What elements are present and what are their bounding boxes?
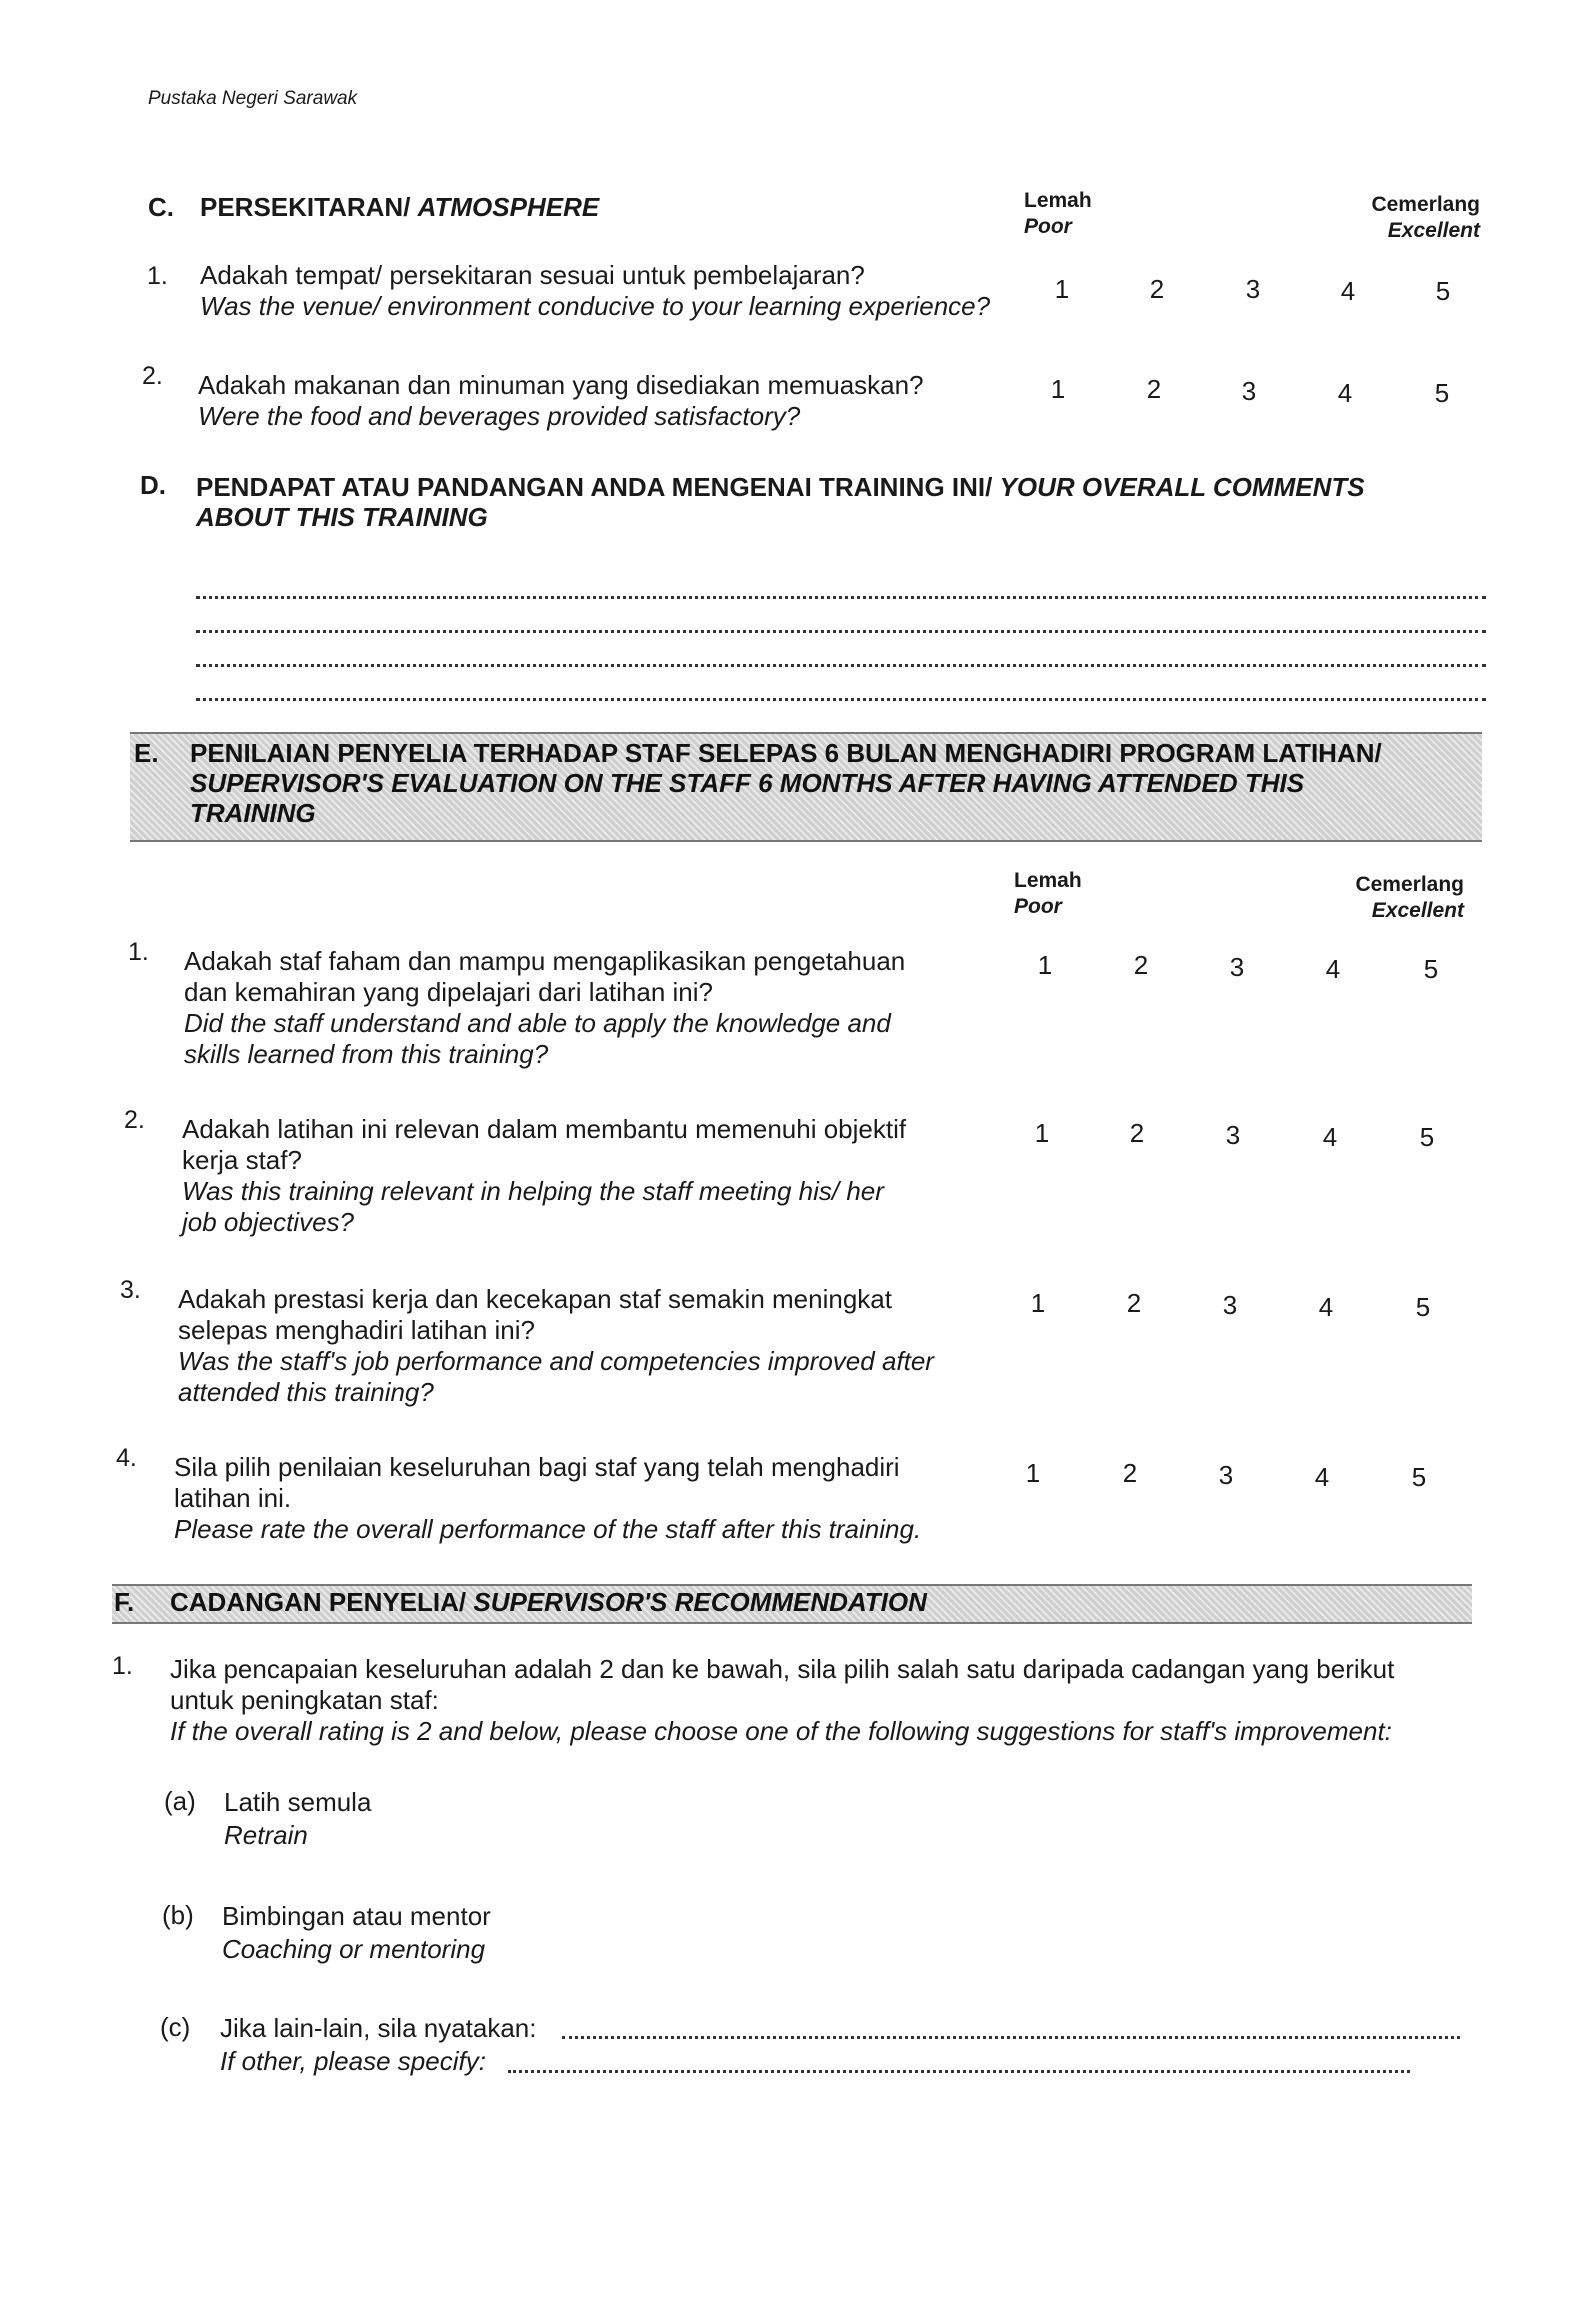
- rating-option-4[interactable]: 4: [1318, 1292, 1334, 1322]
- rating-option-3[interactable]: 3: [1241, 376, 1257, 406]
- rating-option-5[interactable]: 5: [1435, 276, 1451, 306]
- question-text-en: skills learned from this training?: [184, 1039, 549, 1069]
- section-c-letter: C.: [148, 192, 174, 222]
- rating-option-2[interactable]: 2: [1146, 374, 1162, 404]
- section-e-title-ms: PENILAIAN PENYELIA TERHADAP STAF SELEPAS 6 BULAN MENGHADIRI PROGRAM LATIHAN/: [190, 738, 1382, 768]
- question-text-ms: Adakah makanan dan minuman yang disediakan memuaskan?: [198, 370, 924, 400]
- other-specify-field-ms[interactable]: [562, 2036, 1460, 2039]
- rating-option-1[interactable]: 1: [1025, 1458, 1041, 1488]
- rating-option-2[interactable]: 2: [1126, 1288, 1142, 1318]
- scale-low-en: Poor: [1014, 895, 1062, 918]
- scale-high-label: [1284, 872, 1464, 924]
- rating-option-1[interactable]: 1: [1030, 1288, 1046, 1318]
- rating-option-1[interactable]: 1: [1037, 950, 1053, 980]
- rating-option-5[interactable]: 5: [1415, 1292, 1431, 1322]
- section-d-title-en-1: YOUR OVERALL COMMENTS: [999, 472, 1365, 502]
- question-text-en: Was this training relevant in helping the staff meeting his/ her: [182, 1176, 884, 1206]
- rating-option-1[interactable]: 1: [1054, 274, 1070, 304]
- question-number: 1.: [147, 262, 168, 290]
- question-number: 2.: [142, 362, 163, 390]
- comment-line[interactable]: [196, 664, 1486, 667]
- rating-option-2[interactable]: 2: [1149, 274, 1165, 304]
- option-text-en: If other, please specify:: [220, 2046, 486, 2076]
- question-c1: [200, 260, 990, 322]
- rating-option-3[interactable]: 3: [1229, 952, 1245, 982]
- rating-option-3[interactable]: 3: [1225, 1120, 1241, 1150]
- section-d-title-ms: PENDAPAT ATAU PANDANGAN ANDA MENGENAI TRAINING INI/: [196, 472, 993, 502]
- section-e-letter: E.: [134, 738, 159, 768]
- option-b-label: (b): [162, 1900, 194, 1930]
- section-c-title-en: ATMOSPHERE: [417, 192, 600, 222]
- scale-high-en: Excellent: [1371, 899, 1464, 922]
- question-text-en: Please rate the overall performance of the staff after this training.: [174, 1514, 922, 1544]
- question-text-ms: kerja staf?: [182, 1145, 302, 1175]
- section-d-title-en-2: ABOUT THIS TRAINING: [196, 502, 488, 532]
- section-e-title-en-2: TRAINING: [190, 798, 316, 828]
- scale-low-ms: Lemah: [1014, 869, 1082, 892]
- question-number: 1.: [128, 938, 149, 966]
- scale-low-ms: Lemah: [1024, 189, 1092, 212]
- scale-high-ms: Cemerlang: [1355, 873, 1464, 896]
- question-text-en: job objectives?: [182, 1207, 354, 1237]
- rating-option-4[interactable]: 4: [1337, 378, 1353, 408]
- question-e3: [178, 1284, 934, 1408]
- scale-high-en: Excellent: [1387, 219, 1480, 242]
- scale-high-ms: Cemerlang: [1371, 193, 1480, 216]
- question-text-en: Were the food and beverages provided satisfactory?: [198, 401, 801, 431]
- option-a-label: (a): [164, 1786, 196, 1816]
- option-text-ms: Latih semula: [224, 1787, 372, 1817]
- section-d-letter: D.: [140, 470, 166, 500]
- question-text-ms: latihan ini.: [174, 1483, 292, 1513]
- question-number: 2.: [124, 1106, 145, 1134]
- option-other: [220, 2012, 537, 2078]
- rating-option-4[interactable]: 4: [1325, 954, 1341, 984]
- question-text-ms: Adakah tempat/ persekitaran sesuai untuk pembelajaran?: [200, 260, 865, 290]
- rating-option-3[interactable]: 3: [1222, 1290, 1238, 1320]
- section-d-title: [196, 472, 1365, 532]
- organization-header: Pustaka Negeri Sarawak: [148, 88, 358, 109]
- question-text-ms: Adakah staf faham dan mampu mengaplikasikan pengetahuan: [184, 946, 906, 976]
- question-text-en: Was the staff's job performance and competencies improved after: [178, 1346, 934, 1376]
- option-c-label: (c): [160, 2012, 191, 2042]
- question-number: 1.: [112, 1652, 133, 1680]
- rating-option-2[interactable]: 2: [1122, 1458, 1138, 1488]
- option-retrain[interactable]: [224, 1786, 371, 1852]
- rating-option-3[interactable]: 3: [1218, 1460, 1234, 1490]
- section-e-title-en-1: SUPERVISOR'S EVALUATION ON THE STAFF 6 MONTHS AFTER HAVING ATTENDED THIS: [190, 768, 1305, 798]
- comment-line[interactable]: [196, 596, 1486, 599]
- option-coaching[interactable]: [222, 1900, 491, 1966]
- section-f-title-ms: CADANGAN PENYELIA/: [170, 1587, 467, 1617]
- section-f-letter: F.: [114, 1587, 135, 1617]
- rating-option-3[interactable]: 3: [1245, 274, 1261, 304]
- section-c-title: [200, 192, 599, 222]
- rating-option-2[interactable]: 2: [1133, 950, 1149, 980]
- rating-option-5[interactable]: 5: [1411, 1462, 1427, 1492]
- question-c2: [198, 370, 924, 432]
- rating-option-2[interactable]: 2: [1129, 1118, 1145, 1148]
- question-text-en: Was the venue/ environment conducive to your learning experience?: [200, 291, 991, 321]
- rating-option-1[interactable]: 1: [1034, 1118, 1050, 1148]
- question-text-ms: Adakah prestasi kerja dan kecekapan staf semakin meningkat: [178, 1284, 892, 1314]
- question-text-en: attended this training?: [178, 1377, 434, 1407]
- section-e-title: [190, 738, 1480, 828]
- question-e1: [184, 946, 905, 1070]
- question-text-ms: Jika pencapaian keseluruhan adalah 2 dan ke bawah, sila pilih salah satu daripada cadangan yang berikut: [170, 1654, 1395, 1684]
- question-text-ms: selepas menghadiri latihan ini?: [178, 1315, 536, 1345]
- rating-option-5[interactable]: 5: [1419, 1122, 1435, 1152]
- rating-option-4[interactable]: 4: [1322, 1122, 1338, 1152]
- option-text-ms: Bimbingan atau mentor: [222, 1901, 491, 1931]
- question-f1: [170, 1654, 1394, 1747]
- other-specify-field-en[interactable]: [508, 2070, 1410, 2073]
- scale-low-label: [1024, 188, 1092, 240]
- rating-option-5[interactable]: 5: [1423, 954, 1439, 984]
- question-number: 4.: [116, 1444, 137, 1472]
- rating-option-4[interactable]: 4: [1340, 276, 1356, 306]
- comment-line[interactable]: [196, 698, 1486, 701]
- option-text-ms: Jika lain-lain, sila nyatakan:: [220, 2013, 537, 2043]
- scale-low-label: [1014, 868, 1082, 920]
- section-f-title: [170, 1587, 927, 1617]
- scale-low-en: Poor: [1024, 215, 1072, 238]
- rating-option-1[interactable]: 1: [1050, 374, 1066, 404]
- rating-option-5[interactable]: 5: [1434, 378, 1450, 408]
- question-e2: [182, 1114, 906, 1238]
- section-c-title-ms: PERSEKITARAN/: [200, 192, 411, 222]
- question-text-ms: untuk peningkatan staf:: [170, 1685, 439, 1715]
- question-number: 3.: [120, 1276, 141, 1304]
- question-text-ms: dan kemahiran yang dipelajari dari latihan ini?: [184, 977, 714, 1007]
- section-f-title-en: SUPERVISOR'S RECOMMENDATION: [473, 1587, 927, 1617]
- scale-high-label: [1300, 192, 1480, 244]
- option-text-en: Coaching or mentoring: [222, 1934, 486, 1964]
- question-text-ms: Sila pilih penilaian keseluruhan bagi staf yang telah menghadiri: [174, 1452, 900, 1482]
- question-text-en: Did the staff understand and able to apply the knowledge and: [184, 1008, 891, 1038]
- comment-line[interactable]: [196, 630, 1486, 633]
- question-text-en: If the overall rating is 2 and below, please choose one of the following suggestions for staff's improvement:: [170, 1716, 1392, 1746]
- question-text-ms: Adakah latihan ini relevan dalam membantu memenuhi objektif: [182, 1114, 907, 1144]
- option-text-en: Retrain: [224, 1820, 308, 1850]
- question-e4: [174, 1452, 921, 1545]
- rating-option-4[interactable]: 4: [1314, 1462, 1330, 1492]
